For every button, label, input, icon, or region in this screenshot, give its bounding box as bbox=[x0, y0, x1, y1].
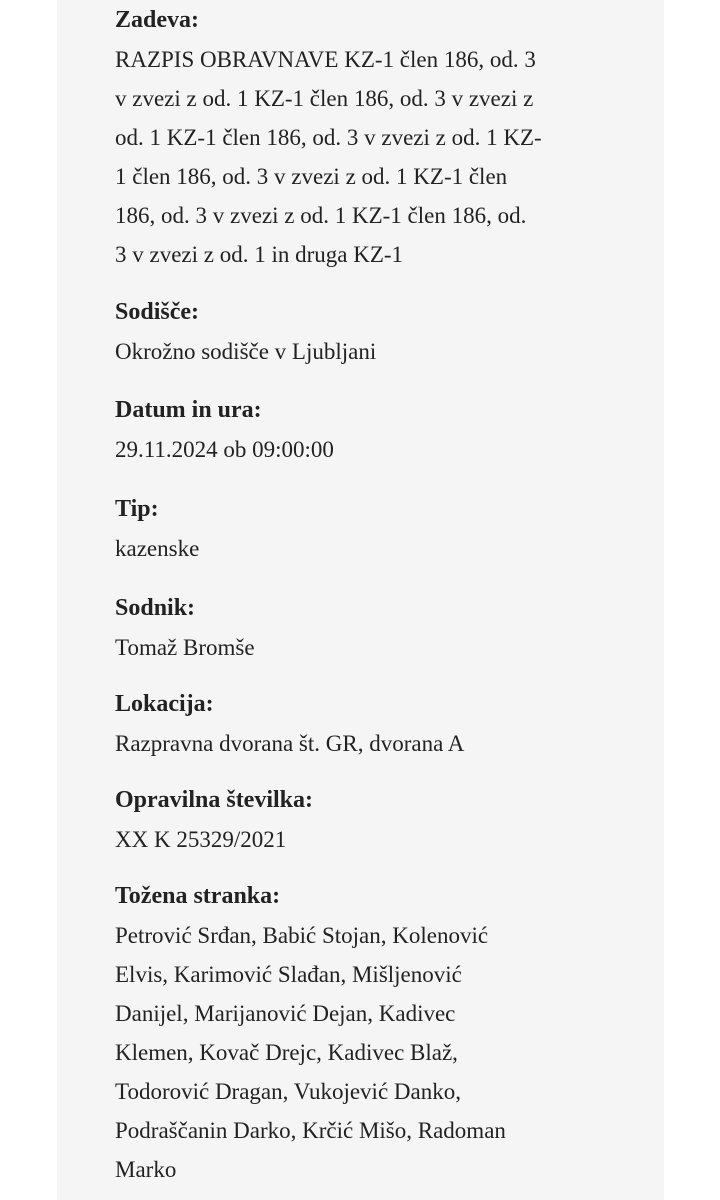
sodisce-value: Okrožno sodišče v Ljubljani bbox=[115, 339, 377, 364]
zadeva-label: Zadeva: bbox=[115, 7, 199, 33]
field-sodisce bbox=[115, 292, 376, 371]
field-sodnik bbox=[115, 588, 255, 667]
lokacija-value: Razpravna dvorana št. GR, dvorana A bbox=[115, 731, 465, 756]
datum-value: 29.11.2024 ob 09:00:00 bbox=[115, 437, 334, 462]
opravilna-label: Opravilna številka: bbox=[115, 787, 314, 813]
tip-label: Tip: bbox=[115, 496, 159, 522]
datum-label: Datum in ura: bbox=[115, 397, 262, 423]
zadeva-value: RAZPIS OBRAVNAVE KZ-1 člen 186, od. 3 v zvezi z od. 1 KZ-1 člen 186, od. 3 v zvezi z od. 1 KZ-1 člen 186, od. 3 v zvezi z od. 1 KZ- 1 člen 186, od. 3 v zvezi z od. 1 KZ-1 člen 186, od. 3 v zvezi z od. 1 KZ-1 člen 186, od. 3 v zvezi z od. 1 in druga KZ-1 bbox=[115, 47, 542, 267]
field-zadeva bbox=[115, 0, 542, 274]
sodnik-value: Tomaž Bromše bbox=[115, 635, 255, 660]
field-opravilna-stevilka bbox=[115, 780, 313, 859]
lokacija-label: Lokacija: bbox=[115, 691, 214, 717]
field-datum-in-ura bbox=[115, 390, 334, 469]
field-tozena-stranka bbox=[115, 876, 506, 1189]
sodnik-label: Sodnik: bbox=[115, 595, 196, 621]
tozena-label: Tožena stranka: bbox=[115, 883, 281, 909]
tip-value: kazenske bbox=[115, 536, 200, 561]
field-lokacija bbox=[115, 684, 464, 763]
tozena-value: Petrović Srđan, Babić Stojan, Kolenović Elvis, Karimović Slađan, Mišljenović Danijel, Marijanović Dejan, Kadivec Klemen, Kovač Drejc, Kadivec Blaž, Todorović Dragan, Vukojević Danko, Podraščanin Darko, Krčić Mišo, Radoman Marko bbox=[115, 923, 506, 1182]
field-tip bbox=[115, 489, 199, 568]
sodisce-label: Sodišče: bbox=[115, 299, 199, 325]
opravilna-value: XX K 25329/2021 bbox=[115, 827, 287, 852]
